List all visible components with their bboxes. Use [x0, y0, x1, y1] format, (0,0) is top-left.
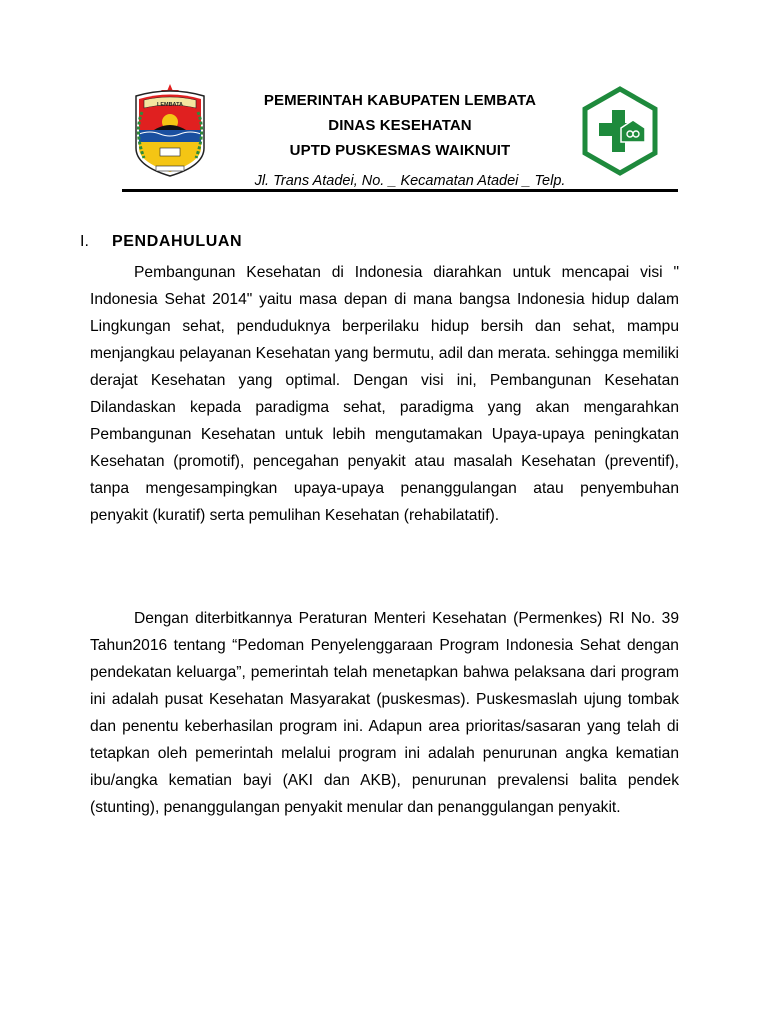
paragraph-1: Pembangunan Kesehatan di Indonesia diarahkan untuk mencapai visi " Indonesia Sehat 2014" yaitu masa depan di mana bangsa Indonesia hidup dalam Lingkungan sehat, penduduknya berperilaku hidup bersih dan sehat, mampu menjangkau pelayanan Kesehatan yang bermutu, adil dan merata. sehingga memiliki derajat Kesehatan yang optimal. Dengan visi ini, Pembangunan Kesehatan Dilandaskan kepada paradigma sehat, paradigma yang akan mengarahkan Pembangunan Kesehatan untuk lebih mengutamakan Upaya-upaya peningkatan Kesehatan (promotif), pencegahan penyakit atau masalah Kesehatan (preventif), tanpa mengesampingkan upaya-upaya penanggulangan atau penyembuhan penyakit (kuratif) serta pemulihan Kesehatan (rehabilatatif). [90, 264, 679, 524]
section-number: I. [80, 233, 89, 250]
puskesmas-logo-icon [581, 86, 659, 176]
paragraph-2: Dengan diterbitkannya Peraturan Menteri Kesehatan (Permenkes) RI No. 39 Tahun2016 tentang “Pedoman Penyelenggaraan Program Indonesia Sehat dengan pendekatan keluarga”, pemerintah telah menetapkan bahwa pelaksana dari program ini adalah pusat Kesehatan Masyarakat (puskesmas). Puskesmaslah ujung tombak dan penentu keberhasilan program ini. Adapun area prioritas/sasaran yang telah di tetapkan oleh pemerintah melalui program ini adalah penurunan angka kematian ibu/angka kematian bayi (AKI dan AKB), penurunan prevalensi balita pendek (stunting), penanggulangan penyakit menular dan penanggulangan penyakit. [90, 610, 679, 816]
lembata-regency-emblem-icon [130, 82, 210, 178]
section-title: PENDAHULUAN [112, 233, 243, 250]
letterhead-department: DINAS KESEHATAN [328, 117, 472, 134]
letterhead-address: Jl. Trans Atadei, No. _ Kecamatan Atadei _ Telp. [254, 173, 566, 189]
emblem-banner-text: LEMBATA [156, 102, 184, 108]
letterhead-unit: UPTD PUSKESMAS WAIKNUIT [289, 142, 511, 159]
letterhead-divider [122, 189, 678, 192]
letterhead-government: PEMERINTAH KABUPATEN LEMBATA [263, 92, 537, 109]
letterhead-text [200, 88, 600, 163]
